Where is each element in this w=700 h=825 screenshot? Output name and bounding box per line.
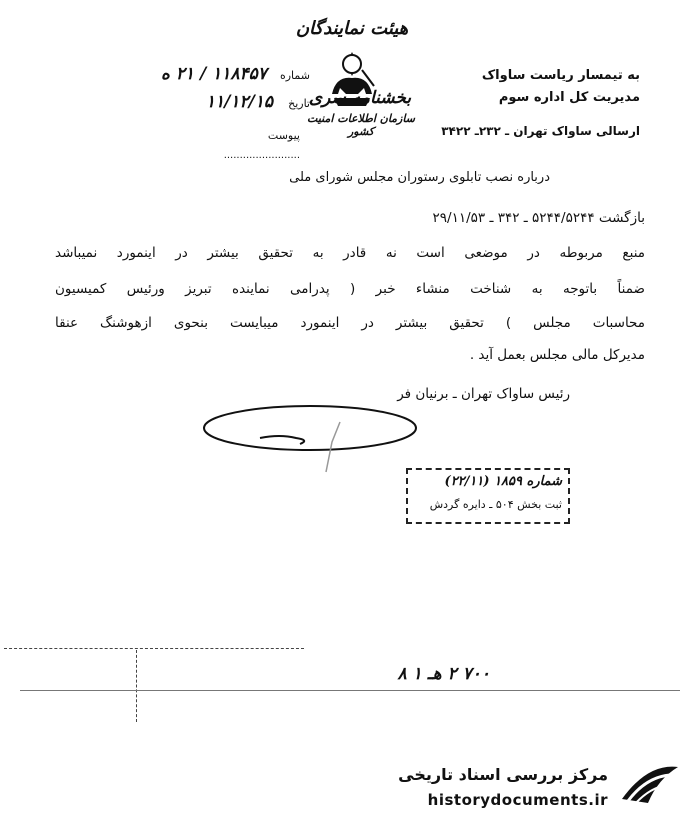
scan-horizontal-line [20,690,680,691]
letterhead-signature: بخشنامه سری [308,88,412,108]
letterhead-top-script: هیئت نمایندگان [295,18,409,39]
number-row [130,64,310,84]
signatory-line: رئیس ساواک تهران ـ برنیان فر [397,386,570,402]
subject-line: درباره نصب تابلوی رستوران مجلس شورای ملی [289,170,550,185]
registration-stamp [406,468,570,524]
recipient-line-3: ارسالی ساواک تهران ـ ۲۳۲ـ ۳۴۲۲ [441,124,640,138]
attachment-label: پیوست [267,129,300,142]
attachment-row [190,124,300,162]
body-line-2: ضمناً باتوجه به شناخت منشاء خبر ( پدرامی نماینده تبریز ورئیس کمیسیون [55,281,645,297]
signature-oval [200,402,425,482]
recipient-line-2: مدیریت کل اداره سوم [498,90,640,105]
letterhead-org-name: سازمان اطلاعات امنیت کشور [307,112,415,138]
number-value: ۱۱۸۴۵۷ / ۲۱ ه [160,64,267,84]
scan-vertical-line [136,650,137,722]
attachment-dots: ........................ [223,150,300,161]
reference-line: بازگشت ۵۲۴۴/۵۲۴۴ ـ ۳۴۲ ـ ۲۹/۱۱/۵۳ [432,210,645,226]
stamp-line-1: شماره ۱۸۵۹ (۲۲/۱۱) [444,474,562,489]
body-line-3: محاسبات مجلس ) تحقیق بیشتر در اینمورد میبایست بنحوی ازهوشنگ عنقا [55,315,645,331]
footer-site: historydocuments.ir [427,791,608,809]
number-label: شماره [279,69,310,82]
recipient-line-1: به تیمسار ریاست ساواک [481,68,640,83]
bottom-handwriting: ۷۰۰ ۲ هـ ۱ ۸ [397,664,490,684]
date-label: تاریخ [288,97,310,110]
body-line-1: منبع مربوطه در موضعی است نه قادر به تحقیق بیشتر در اینمورد نمیباشد [55,245,645,261]
date-row [140,92,310,112]
stamp-line-2: ثبت بخش ۵۰۴ ـ دایره گردش [429,498,562,511]
body-line-4: مدیرکل مالی مجلس بعمل آید . [469,347,645,363]
date-value: ۱۱/۱۲/۱۵ [205,92,274,112]
footer-org: مرکز بررسی اسناد تاریخی [398,765,608,784]
footer-watermark [0,755,700,815]
document-center-logo-icon [618,759,682,811]
scan-dashed-line [4,648,304,649]
